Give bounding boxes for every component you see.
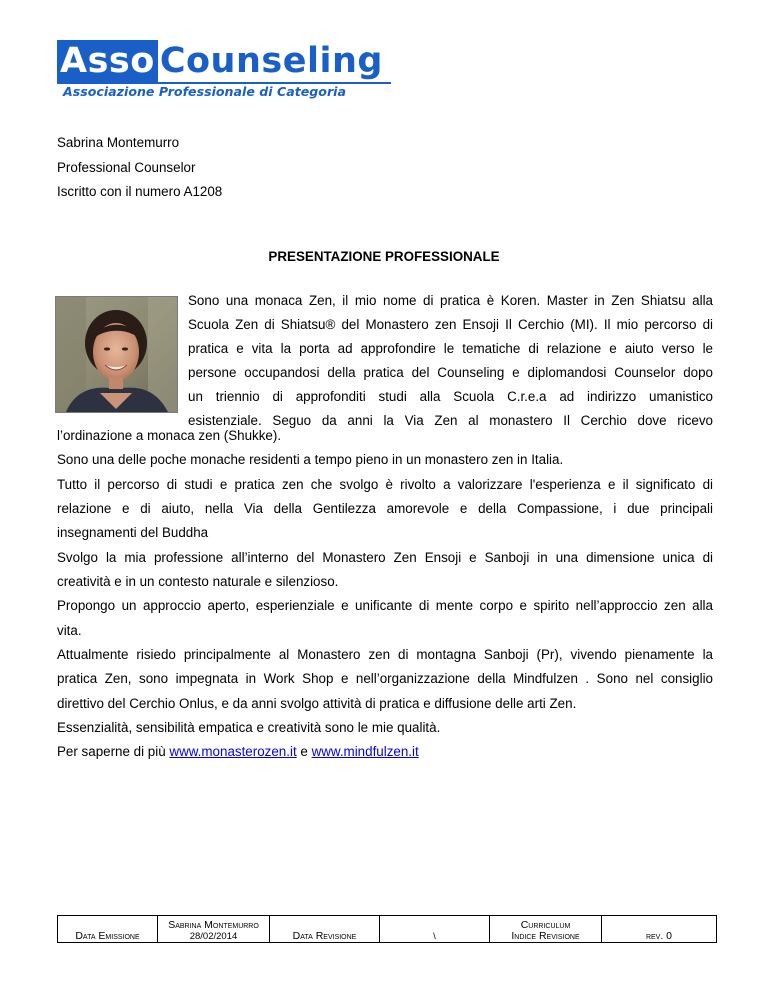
profile-photo [55, 296, 178, 413]
paragraph-approach-line: Propongo un approccio aperto, esperienziale e unificante di mente corpo e spirito nell’approccio zen alla [57, 598, 713, 614]
logo-asso-text: Asso [57, 40, 158, 82]
paragraph-approach-line: vita. [57, 622, 82, 638]
logo-counseling-text: Counseling [159, 41, 383, 81]
document-type-cell [490, 916, 602, 943]
intro-line: esistenziale. Seguo da anni la Via Zen al monastero Il Cerchio dove ricevo [188, 413, 713, 429]
registration-number: Iscritto con il numero A1208 [57, 184, 223, 199]
revision-date-label: Data Revisione [270, 916, 380, 943]
paragraph-path-line: insegnamenti del Buddha [57, 525, 209, 541]
issue-date-value: 28/02/2014 [189, 931, 238, 942]
assocounseling-logo [57, 40, 391, 99]
author-date-cell [158, 916, 270, 943]
intro-line: un triennio di approfonditi studi alla Scuola C.r.e.a ad indirizzo umanistico [188, 389, 713, 405]
paragraph-qualities: Essenzialità, sensibilità empatica e creatività sono le mie qualità. [57, 720, 441, 736]
monasterozen-link[interactable]: www.monasterozen.it [169, 744, 297, 760]
section-title: PRESENTAZIONE PROFESSIONALE [268, 249, 500, 264]
revision-index-label: Indice Revisione [511, 930, 580, 942]
person-name: Sabrina Montemurro [57, 135, 180, 150]
paragraph-links [57, 740, 713, 764]
document-footer-table [57, 915, 717, 943]
author-name: Sabrina Montemurro [168, 919, 259, 931]
links-conjunction: e [296, 744, 312, 760]
revision-date-value: \ [380, 916, 490, 943]
paragraph-path-line: relazione e di aiuto, nella Via della Gentilezza amorevole e della Compassione, i due principali [57, 501, 713, 517]
paragraph-profession-line: creatività e in un contesto naturale e silenzioso. [57, 574, 339, 590]
paragraph-residence: Sono una delle poche monache residenti a tempo pieno in un monastero zen in Italia. [57, 452, 564, 468]
portrait-image [56, 297, 177, 412]
paragraph-current-line: Attualmente risiedo principalmente al Monastero zen di montagna Sanboji (Pr), vivendo pienamente la [57, 647, 713, 663]
paragraph-profession-line: Svolgo la mia professione all’interno del Monastero Zen Ensoji e Sanboji in una dimensione unica di [57, 549, 713, 565]
paragraph-current-line: direttivo del Cerchio Onlus, e da anni svolgo attività di pratica e diffusione delle arti Zen. [57, 695, 577, 711]
issue-date-label: Data Emissione [58, 916, 158, 943]
intro-tail: l’ordinazione a monaca zen (Shukke). [57, 428, 282, 443]
links-prefix: Per saperne di più [57, 744, 170, 760]
paragraph-path-line: Tutto il percorso di studi e pratica zen che svolgo è rivolto a valorizzare l'esperienza e il significato di [57, 476, 713, 492]
person-role: Professional Counselor [57, 160, 196, 175]
intro-line: pratica e vita la porta ad approfondire le tematiche di relazione e aiuto verso le [188, 341, 713, 357]
logo-tagline: Associazione Professionale di Categoria [57, 82, 391, 99]
paragraph-current-line: pratica Zen, sono impegnata in Work Shop e nell’organizzazione della Mindfulzen . Sono nel consiglio [57, 671, 713, 687]
intro-line: Sono una monaca Zen, il mio nome di pratica è Koren. Master in Zen Shiatsu alla [188, 293, 713, 308]
revision-number: rev. 0 [602, 916, 717, 943]
mindfulzen-link[interactable]: www.mindfulzen.it [311, 744, 419, 760]
intro-line: persone occupandosi della pratica del Counseling e diplomandosi Counselor dopo [188, 365, 713, 381]
intro-paragraph [188, 289, 713, 434]
document-type: Curriculum [520, 919, 571, 931]
body-text [57, 424, 713, 765]
intro-line: Scuola Zen di Shiatsu® del Monastero zen Ensoji Il Cerchio (MI). Il mio percorso di [188, 317, 713, 333]
